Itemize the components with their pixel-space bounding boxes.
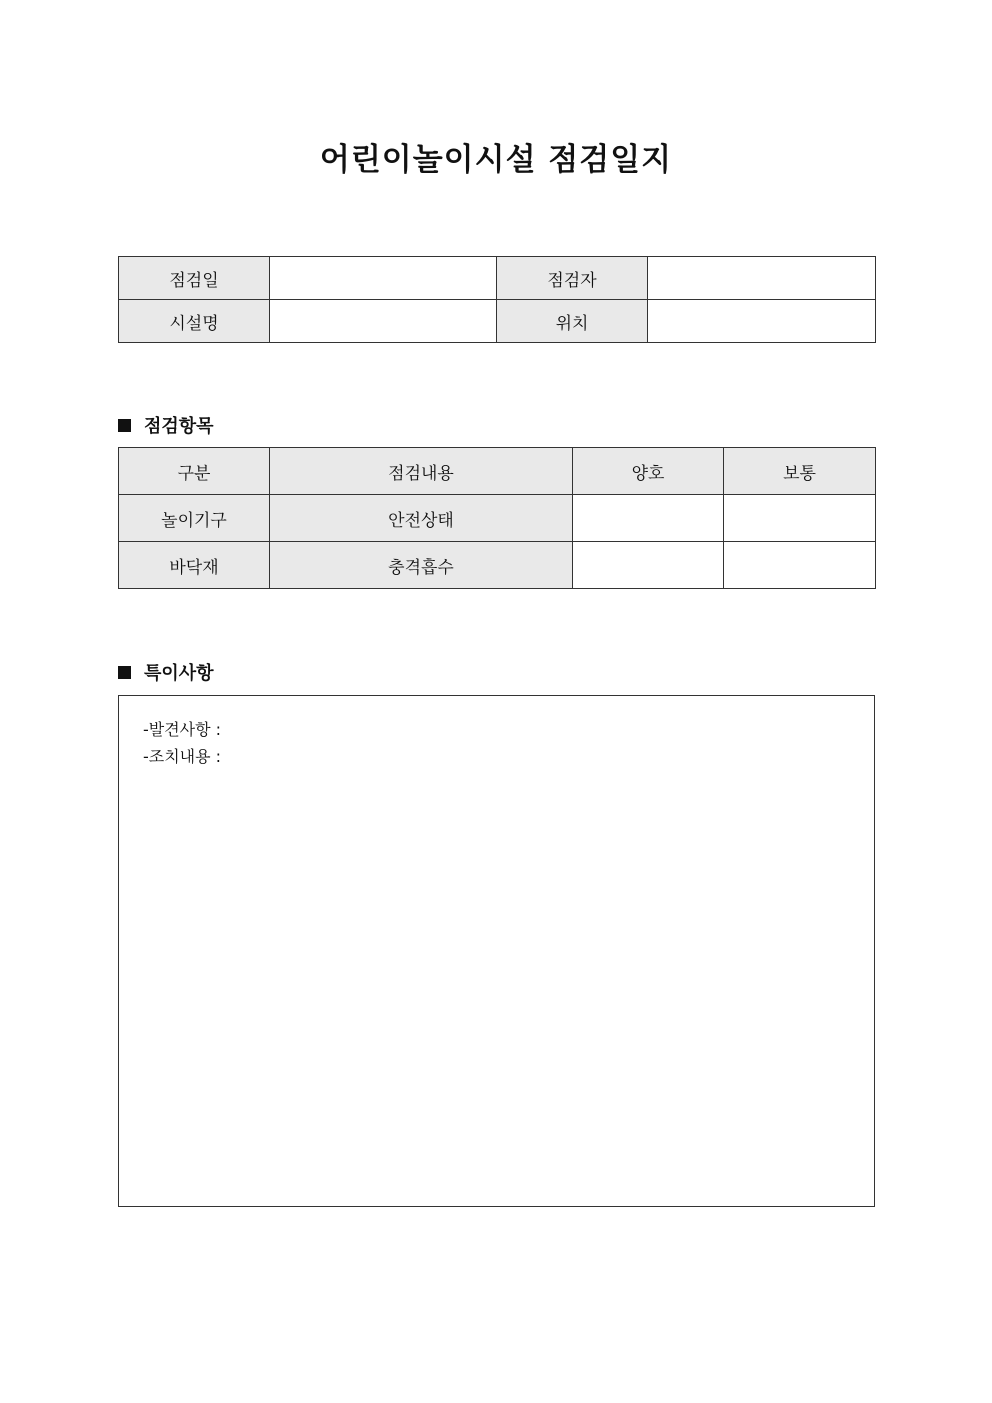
table-row bbox=[119, 542, 876, 589]
inspection-date-field[interactable] bbox=[270, 257, 497, 300]
inspector-label: 점검자 bbox=[497, 257, 648, 300]
items-section-heading bbox=[118, 412, 214, 438]
row-content: 안전상태 bbox=[270, 495, 573, 542]
facility-name-label: 시설명 bbox=[119, 300, 270, 343]
findings-label: -발견사항 : bbox=[143, 720, 222, 739]
inspection-items-table bbox=[118, 447, 876, 589]
column-header-category: 구분 bbox=[119, 448, 270, 495]
column-header-normal: 보통 bbox=[724, 448, 876, 495]
column-header-good: 양호 bbox=[573, 448, 724, 495]
row-category: 놀이기구 bbox=[119, 495, 270, 542]
notes-section-title: 특이사항 bbox=[144, 663, 214, 684]
row-normal-cell[interactable] bbox=[724, 542, 876, 589]
location-label: 위치 bbox=[497, 300, 648, 343]
items-section-title: 점검항목 bbox=[144, 416, 214, 437]
actions-label: -조치내용 : bbox=[143, 747, 222, 766]
notes-section-heading bbox=[118, 659, 214, 685]
row-good-cell[interactable] bbox=[573, 542, 724, 589]
square-bullet-icon bbox=[118, 419, 131, 432]
notes-box[interactable] bbox=[118, 695, 875, 1207]
inspector-field[interactable] bbox=[648, 257, 876, 300]
facility-name-field[interactable] bbox=[270, 300, 497, 343]
inspection-date-label: 점검일 bbox=[119, 257, 270, 300]
row-content: 충격흡수 bbox=[270, 542, 573, 589]
info-table bbox=[118, 256, 876, 343]
column-header-content: 점검내용 bbox=[270, 448, 573, 495]
row-good-cell[interactable] bbox=[573, 495, 724, 542]
square-bullet-icon bbox=[118, 666, 131, 679]
page-title: 어린이놀이시설 점검일지 bbox=[319, 142, 673, 178]
row-normal-cell[interactable] bbox=[724, 495, 876, 542]
row-category: 바닥재 bbox=[119, 542, 270, 589]
table-header-row bbox=[119, 448, 876, 495]
table-row bbox=[119, 495, 876, 542]
location-field[interactable] bbox=[648, 300, 876, 343]
